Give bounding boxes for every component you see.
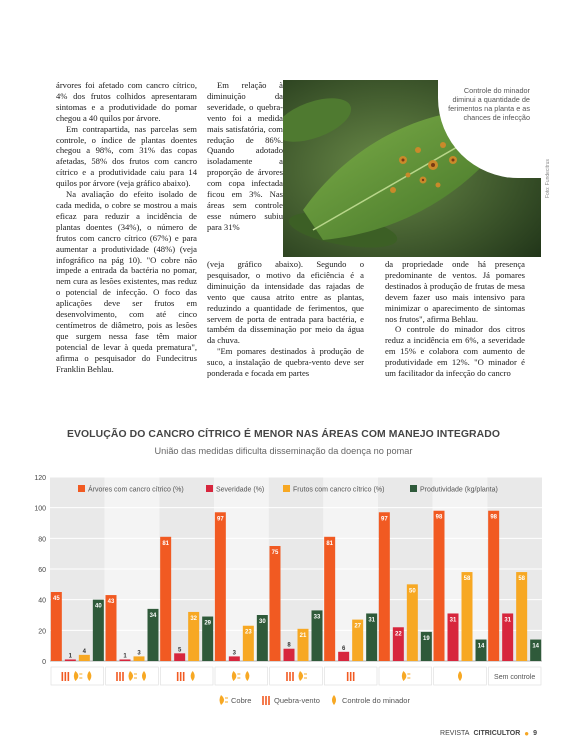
article-column-2-bottom xyxy=(207,259,364,379)
y-tick-label: 20 xyxy=(38,628,46,636)
data-label: 31 xyxy=(368,617,376,624)
bar xyxy=(462,572,473,661)
y-tick-label: 60 xyxy=(38,567,46,574)
icon-legend-label: Cobre xyxy=(231,696,252,705)
category-cell xyxy=(270,667,323,685)
category-cell xyxy=(160,667,213,685)
bar xyxy=(284,649,295,661)
data-label: 31 xyxy=(449,617,457,624)
article-column-1 xyxy=(56,80,197,374)
data-label: 33 xyxy=(313,614,321,621)
data-label: 97 xyxy=(216,516,224,523)
data-label: 1 xyxy=(123,653,127,660)
data-label: 50 xyxy=(408,588,416,595)
data-label: 14 xyxy=(477,643,485,650)
bar xyxy=(434,511,445,661)
data-label: 32 xyxy=(190,615,198,622)
bar xyxy=(270,546,281,661)
data-label: 27 xyxy=(354,623,362,630)
bar xyxy=(407,584,418,661)
bar xyxy=(215,512,226,661)
y-tick-label: 40 xyxy=(38,597,46,605)
legend-swatch xyxy=(206,485,213,492)
bar xyxy=(65,659,76,661)
data-label: 3 xyxy=(137,650,141,657)
icon-legend-label: Quebra-vento xyxy=(274,696,320,705)
bar xyxy=(134,656,145,661)
data-label: 22 xyxy=(394,631,402,638)
y-tick-label: 80 xyxy=(38,536,46,544)
bar xyxy=(51,592,62,661)
bar xyxy=(324,537,335,661)
bar xyxy=(79,655,90,661)
bar xyxy=(516,572,527,661)
data-label: 29 xyxy=(204,620,212,627)
category-label: Sem controle xyxy=(494,674,536,681)
y-tick-label: 0 xyxy=(42,659,46,666)
data-label: 98 xyxy=(490,514,498,521)
chart-subtitle: União das medidas dificulta disseminação da doença no pomar xyxy=(154,446,413,456)
data-label: 23 xyxy=(244,629,252,636)
data-label: 43 xyxy=(107,599,115,606)
data-label: 3 xyxy=(232,650,237,657)
data-label: 75 xyxy=(271,550,279,556)
paragraph: Na avaliação do efeito isolado de cada medida, o cobre se mostrou a mais eficaz para reduzir a incidência de plantas doentes (34%), o número de frutos com cancro cítrico (67%) e para aumentar a produtividade (48%) (veja infográfico na pág 10). "O cobre não impede a entrada da bactéria no pomar, nem cura as lesões existentes, mas reduz o potencial de infecção. O foco das aplicações deve ser frutos em desenvolvimento, com até cinco centímetros de diâmetro, pois as lesões que surgem nessa fase têm maior potencial de levar à queda prematura", afirma o pesquisador do Fundecitrus Franklin Behlau. xyxy=(56,189,197,374)
icon-legend-label: Controle do minador xyxy=(342,696,410,705)
magazine-brand: CITRICULTOR xyxy=(473,730,521,737)
data-label: 14 xyxy=(532,643,540,650)
paragraph: Em contrapartida, nas parcelas sem controle, o índice de plantas doentes chegou a 98%, com 31% das copas afetadas, 58% dos frutos com cancro cítrico e a produtividade caiu para 14 quilos por árvore (veja gráfico abaixo). xyxy=(56,123,197,189)
bar xyxy=(120,659,131,661)
y-tick-label: 120 xyxy=(34,475,46,482)
y-tick-label: 100 xyxy=(34,505,46,513)
legend-swatch xyxy=(78,485,85,492)
paragraph: da propriedade onde há presença predominante de ventos. Já pomares destinados à produção de frutas de mesa devem fazer uso mais intensivo para minimizar o aparecimento de sintomas nos frutos", afirma Behlau. xyxy=(385,259,525,324)
paragraph: Em relação à diminuição da severidade, o quebra-vento foi a medida mais satisfatória, com redução de 86%. Quando adotado isoladamente a proporção de árvores com copa infectada ficou em 3%. Nas áreas sem controle esse número subiu para 31% xyxy=(207,80,283,232)
data-label: 97 xyxy=(380,516,388,523)
data-label: 81 xyxy=(326,540,334,547)
data-label: 30 xyxy=(258,619,266,625)
bar xyxy=(379,512,390,661)
article-column-2-top xyxy=(207,80,283,233)
data-label: 45 xyxy=(52,596,60,602)
data-label: 31 xyxy=(504,617,512,624)
legend-entry: Árvores com cancro cítrico (%) xyxy=(88,486,184,494)
photo-caption: Controle do minador diminui a quantidade de ferimentos na planta e as chances de infecção xyxy=(448,86,530,122)
bar-chart xyxy=(30,467,550,712)
paragraph: O controle do minador dos citros reduz a incidência em 6%, a severidade em 15% e colabora com aumento de produtividade em 12%. "O minador é um facilitador da infecção do cancro xyxy=(385,324,525,379)
paragraph: (veja gráfico abaixo). Segundo o pesquisador, o motivo da eficiência é a diminuição da intensidade das rajadas de vento que causa atrito entre as plantas, reduzindo a quantidade de ferimentos, que servem de porta de entrada para bactéria, e também da disseminação por meio da água da chuva. xyxy=(207,259,364,346)
copper-icon xyxy=(220,695,225,705)
bar xyxy=(338,652,349,661)
data-label: 1 xyxy=(68,653,73,660)
data-label: 81 xyxy=(162,540,170,547)
data-label: 58 xyxy=(463,576,471,583)
data-label: 34 xyxy=(149,612,157,619)
miner-icon xyxy=(332,695,336,705)
data-label: 8 xyxy=(287,642,291,649)
data-label: 40 xyxy=(94,603,102,610)
paragraph: árvores foi afetado com cancro cítrico, 4% dos frutos colhidos apresentaram sintomas e a produtividade do pomar chegou a 40 quilos por árvore. xyxy=(56,80,197,123)
category-cell xyxy=(215,667,268,685)
page-number: 9 xyxy=(533,730,537,737)
photo-credit: Foto: Fundecitrus xyxy=(545,159,551,198)
legend-entry: Severidade (%) xyxy=(216,486,265,494)
paragraph: "Em pomares destinados à produção de suco, a instalação de quebra-vento deve ser ponderada e focada em partes xyxy=(207,346,364,379)
data-label: 98 xyxy=(435,514,443,521)
legend-swatch xyxy=(410,485,417,492)
page-footer xyxy=(440,729,537,738)
data-label: 58 xyxy=(518,576,526,583)
data-label: 4 xyxy=(82,648,87,655)
data-label: 6 xyxy=(341,645,346,652)
bar xyxy=(229,656,240,661)
bullet-icon: ● xyxy=(524,729,530,738)
chart-title: EVOLUÇÃO DO CANCRO CÍTRICO É MENOR NAS ÁREAS COM MANEJO INTEGRADO xyxy=(66,429,501,440)
magazine-label: REVISTA xyxy=(440,730,470,737)
bar xyxy=(174,653,185,661)
legend-swatch xyxy=(283,485,290,492)
bar xyxy=(160,537,171,661)
legend-entry: Frutos com cancro cítrico (%) xyxy=(293,486,385,494)
data-label: 21 xyxy=(299,632,307,639)
data-label: 19 xyxy=(422,635,430,642)
legend-entry: Produtividade (kg/planta) xyxy=(420,486,498,494)
article-column-3 xyxy=(385,259,525,379)
bar xyxy=(488,511,499,661)
data-label: 5 xyxy=(177,647,182,654)
